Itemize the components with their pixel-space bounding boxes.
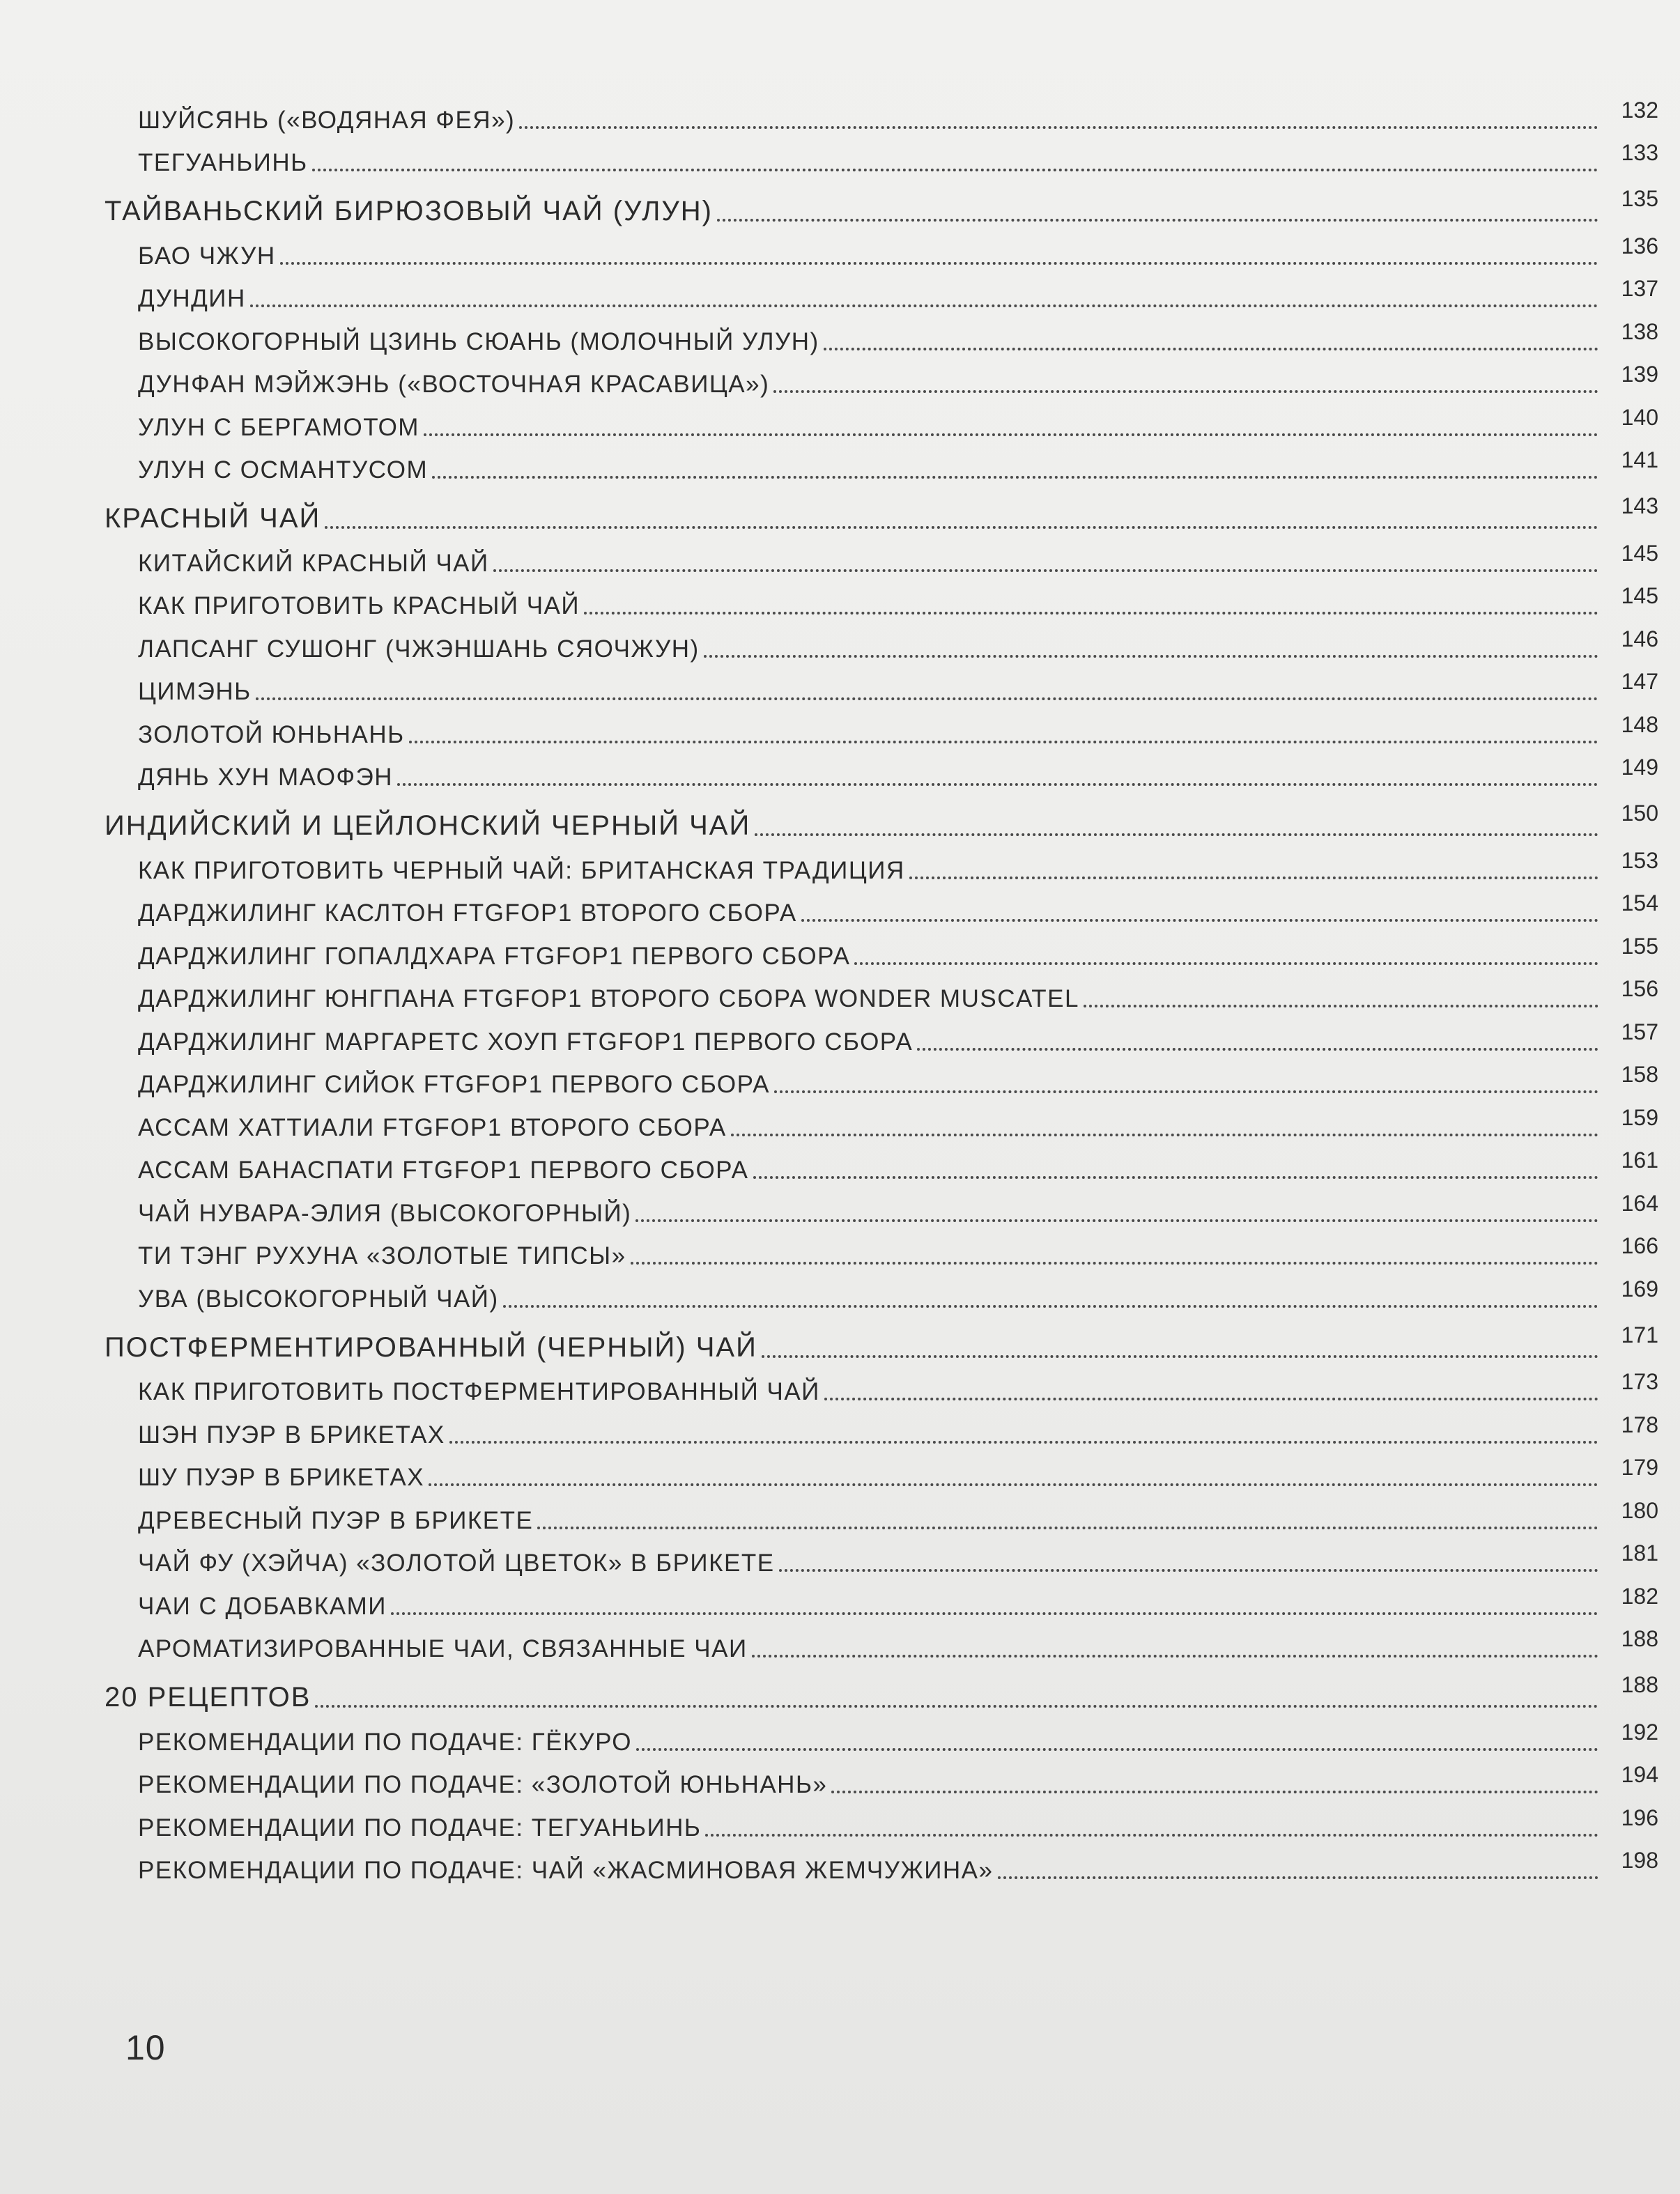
toc-title: ЧАИ С ДОБАВКАМИ (138, 1592, 387, 1620)
dot-leader (429, 1483, 1598, 1486)
toc-entry (105, 1802, 1658, 1845)
toc-title: ШЭН ПУЭР В БРИКЕТАХ (138, 1421, 445, 1448)
dot-leader (636, 1748, 1598, 1751)
toc-page-number: 148 (1621, 711, 1658, 737)
dot-leader (753, 1176, 1598, 1179)
toc-page-number: 178 (1621, 1412, 1658, 1437)
toc-entry (105, 1016, 1658, 1059)
toc-title: КАК ПРИГОТОВИТЬ ЧЕРНЫЙ ЧАЙ: БРИТАНСКАЯ ТРАДИЦИЯ (138, 856, 905, 884)
toc-entry (105, 401, 1658, 445)
toc-page-number: 157 (1621, 1019, 1658, 1044)
dot-leader (762, 1355, 1598, 1358)
toc-entry (105, 666, 1658, 709)
toc-page-number: 136 (1621, 233, 1658, 258)
toc-entry (105, 1273, 1658, 1316)
dot-leader (774, 1090, 1598, 1093)
toc-entry (105, 1230, 1658, 1274)
toc-page-number: 137 (1621, 276, 1658, 301)
toc-page-number: 179 (1621, 1455, 1658, 1480)
toc-title: ДАРДЖИЛИНГ ГОПАЛДХАРА FTGFOP1 ПЕРВОГО СБОРА (138, 942, 851, 970)
toc-entry (105, 94, 1658, 137)
toc-title: ЛАПСАНГ СУШОНГ (ЧЖЭНШАНЬ СЯОЧЖУН) (138, 635, 700, 663)
toc-entry (105, 888, 1658, 931)
toc-title: ДАРДЖИЛИНГ КАСЛТОН FTGFOP1 ВТОРОГО СБОРА (138, 899, 797, 927)
toc-title: АССАМ ХАТТИАЛИ FTGFOP1 ВТОРОГО СБОРА (138, 1113, 727, 1141)
toc-page-number: 140 (1621, 404, 1658, 430)
dot-leader (779, 1569, 1598, 1572)
dot-leader (704, 655, 1598, 658)
dot-leader (424, 433, 1598, 436)
toc-chapter (105, 1666, 1658, 1716)
toc-title: АРОМАТИЗИРОВАННЫЕ ЧАИ, СВЯЗАННЫЕ ЧАИ (138, 1635, 748, 1662)
dot-leader (325, 526, 1598, 529)
toc-title: КИТАЙСКИЙ КРАСНЫЙ ЧАЙ (138, 549, 489, 577)
dot-leader (917, 1048, 1598, 1051)
dot-leader (854, 962, 1598, 965)
toc-entry (105, 1580, 1658, 1623)
toc-title: ДРЕВЕСНЫЙ ПУЭР В БРИКЕТЕ (138, 1506, 534, 1534)
dot-leader (409, 741, 1598, 743)
toc-page-number: 180 (1621, 1497, 1658, 1523)
toc-title: ТАЙВАНЬСКИЙ БИРЮЗОВЫЙ ЧАЙ (УЛУН) (105, 196, 713, 226)
dot-leader (256, 697, 1598, 700)
toc-title: ШУ ПУЭР В БРИКЕТАХ (138, 1464, 425, 1491)
toc-entry (105, 1145, 1658, 1188)
toc-title: УЛУН С ОСМАНТУСОМ (138, 456, 429, 484)
toc-entry (105, 930, 1658, 973)
toc-title: ДУНДИН (138, 285, 246, 312)
toc-entry (105, 752, 1658, 795)
toc-title: ТЕГУАНЬИНЬ (138, 149, 308, 176)
toc-entry (105, 1845, 1658, 1888)
dot-leader (824, 348, 1598, 350)
dot-leader (312, 169, 1598, 171)
toc-page-number: 149 (1621, 755, 1658, 780)
toc-title: ЦИМЭНЬ (138, 678, 252, 705)
toc-page-number: 146 (1621, 626, 1658, 651)
toc-title: КАК ПРИГОТОВИТЬ КРАСНЫЙ ЧАЙ (138, 592, 580, 619)
toc-page-number: 132 (1621, 97, 1658, 123)
toc-title: ВЫСОКОГОРНЫЙ ЦЗИНЬ СЮАНЬ (МОЛОЧНЫЙ УЛУН) (138, 327, 819, 355)
dot-leader (717, 219, 1598, 222)
toc-entry (105, 230, 1658, 273)
toc-entry (105, 844, 1658, 888)
toc-page-number: 194 (1621, 1762, 1658, 1787)
toc-page-number: 171 (1621, 1322, 1658, 1347)
toc-title: РЕКОМЕНДАЦИИ ПО ПОДАЧЕ: ТЕГУАНЬИНЬ (138, 1814, 702, 1841)
table-of-contents (105, 94, 1658, 1887)
dot-leader (909, 876, 1598, 879)
page-number: 10 (125, 2028, 166, 2067)
toc-page-number: 196 (1621, 1805, 1658, 1830)
dot-leader (1084, 1005, 1598, 1007)
dot-leader (391, 1612, 1598, 1615)
toc-page-number: 139 (1621, 362, 1658, 387)
toc-page-number: 166 (1621, 1233, 1658, 1258)
toc-title: 20 РЕЦЕПТОВ (105, 1682, 311, 1713)
dot-leader (280, 262, 1598, 265)
toc-title: РЕКОМЕНДАЦИИ ПО ПОДАЧЕ: ЧАЙ «ЖАСМИНОВАЯ ЖЕМЧУЖИНА» (138, 1857, 994, 1884)
dot-leader (824, 1398, 1598, 1400)
toc-entry (105, 1623, 1658, 1667)
toc-title: ПОСТФЕРМЕНТИРОВАННЫЙ (ЧЕРНЫЙ) ЧАЙ (105, 1331, 757, 1363)
toc-title: РЕКОМЕНДАЦИИ ПО ПОДАЧЕ: ГЁКУРО (138, 1728, 632, 1756)
toc-page-number: 188 (1621, 1626, 1658, 1651)
toc-title: АССАМ БАНАСПАТИ FTGFOP1 ПЕРВОГО СБОРА (138, 1157, 749, 1184)
toc-title: ЧАЙ ФУ (ХЭЙЧА) «ЗОЛОТОЙ ЦВЕТОК» В БРИКЕТЕ (138, 1550, 775, 1577)
toc-chapter (105, 487, 1658, 537)
toc-page-number: 159 (1621, 1104, 1658, 1130)
toc-entry (105, 1494, 1658, 1538)
toc-title: ДАРДЖИЛИНГ ЮНГПАНА FTGFOP1 ВТОРОГО СБОРА WONDER MUSCATEL (138, 985, 1079, 1012)
toc-entry (105, 580, 1658, 624)
toc-entry (105, 1187, 1658, 1230)
dot-leader (631, 1262, 1598, 1265)
toc-page-number: 198 (1621, 1848, 1658, 1873)
toc-entry (105, 1538, 1658, 1581)
toc-entry (105, 1102, 1658, 1145)
toc-page-number: 182 (1621, 1583, 1658, 1609)
toc-title: ЧАЙ НУВАРА-ЭЛИЯ (ВЫСОКОГОРНЫЙ) (138, 1199, 632, 1227)
toc-page-number: 147 (1621, 669, 1658, 694)
toc-page-number: 158 (1621, 1062, 1658, 1087)
toc-title: ДАРДЖИЛИНГ МАРГАРЕТС ХОУП FTGFOP1 ПЕРВОГО СБОРА (138, 1028, 914, 1056)
toc-title: ДУНФАН МЭЙЖЭНЬ («ВОСТОЧНАЯ КРАСАВИЦА») (138, 371, 770, 398)
toc-page-number: 150 (1621, 801, 1658, 826)
dot-leader (449, 1441, 1598, 1444)
toc-title: ДАРДЖИЛИНГ СИЙОК FTGFOP1 ПЕРВОГО СБОРА (138, 1071, 770, 1098)
dot-leader (755, 833, 1598, 836)
toc-entry (105, 1452, 1658, 1495)
toc-page-number: 138 (1621, 318, 1658, 344)
toc-entry (105, 359, 1658, 402)
dot-leader (503, 1305, 1598, 1308)
toc-title: КРАСНЫЙ ЧАЙ (105, 503, 321, 534)
toc-entry (105, 709, 1658, 752)
dot-leader (537, 1527, 1598, 1529)
toc-page-number: 133 (1621, 140, 1658, 165)
toc-page-number: 164 (1621, 1190, 1658, 1216)
toc-page-number: 145 (1621, 540, 1658, 566)
toc-entry (105, 973, 1658, 1017)
toc-entry (105, 1409, 1658, 1452)
toc-entry (105, 137, 1658, 180)
toc-title: ДЯНЬ ХУН МАОФЭН (138, 764, 394, 791)
toc-entry (105, 1366, 1658, 1409)
dot-leader (731, 1134, 1598, 1136)
toc-page-number: 156 (1621, 976, 1658, 1001)
dot-leader (752, 1655, 1598, 1658)
dot-leader (397, 783, 1598, 786)
toc-page-number: 154 (1621, 890, 1658, 916)
toc-title: ТИ ТЭНГ РУХУНА «ЗОЛОТЫЕ ТИПСЫ» (138, 1242, 626, 1269)
dot-leader (250, 304, 1598, 307)
toc-chapter (105, 1316, 1658, 1366)
toc-title: БАО ЧЖУН (138, 242, 276, 270)
dot-leader (705, 1834, 1598, 1837)
toc-entry (105, 1716, 1658, 1759)
toc-entry (105, 273, 1658, 316)
dot-leader (493, 569, 1598, 572)
toc-page-number: 135 (1621, 186, 1658, 211)
toc-page-number: 188 (1621, 1672, 1658, 1697)
toc-page-number: 155 (1621, 933, 1658, 959)
toc-chapter (105, 794, 1658, 844)
toc-chapter (105, 180, 1658, 230)
toc-entry (105, 537, 1658, 580)
toc-page-number: 153 (1621, 847, 1658, 873)
toc-title: РЕКОМЕНДАЦИИ ПО ПОДАЧЕ: «ЗОЛОТОЙ ЮНЬНАНЬ» (138, 1771, 828, 1798)
toc-title: ЗОЛОТОЙ ЮНЬНАНЬ (138, 720, 405, 748)
toc-page-number: 143 (1621, 493, 1658, 518)
toc-page-number: 173 (1621, 1369, 1658, 1394)
dot-leader (315, 1705, 1598, 1708)
toc-title: УВА (ВЫСОКОГОРНЫЙ ЧАЙ) (138, 1285, 499, 1313)
toc-title: УЛУН С БЕРГАМОТОМ (138, 413, 419, 441)
toc-page-number: 181 (1621, 1540, 1658, 1566)
toc-page-number: 141 (1621, 447, 1658, 472)
toc-entry (105, 316, 1658, 359)
dot-leader (831, 1791, 1598, 1793)
dot-leader (773, 390, 1598, 393)
dot-leader (584, 612, 1598, 615)
toc-page-number: 192 (1621, 1719, 1658, 1745)
dot-leader (801, 919, 1598, 922)
toc-title: КАК ПРИГОТОВИТЬ ПОСТФЕРМЕНТИРОВАННЫЙ ЧАЙ (138, 1378, 820, 1405)
dot-leader (432, 476, 1598, 479)
toc-entry (105, 445, 1658, 488)
toc-page-number: 161 (1621, 1148, 1658, 1173)
toc-title: ИНДИЙСКИЙ И ЦЕЙЛОНСКИЙ ЧЕРНЫЙ ЧАЙ (105, 810, 751, 841)
toc-page-number: 169 (1621, 1276, 1658, 1301)
dot-leader (635, 1219, 1598, 1222)
toc-page-number: 145 (1621, 583, 1658, 608)
toc-title: ШУЙСЯНЬ («ВОДЯНАЯ ФЕЯ») (138, 106, 516, 134)
toc-entry (105, 623, 1658, 666)
toc-entry (105, 1759, 1658, 1802)
dot-leader (998, 1876, 1599, 1879)
dot-leader (519, 126, 1598, 129)
toc-entry (105, 1059, 1658, 1102)
